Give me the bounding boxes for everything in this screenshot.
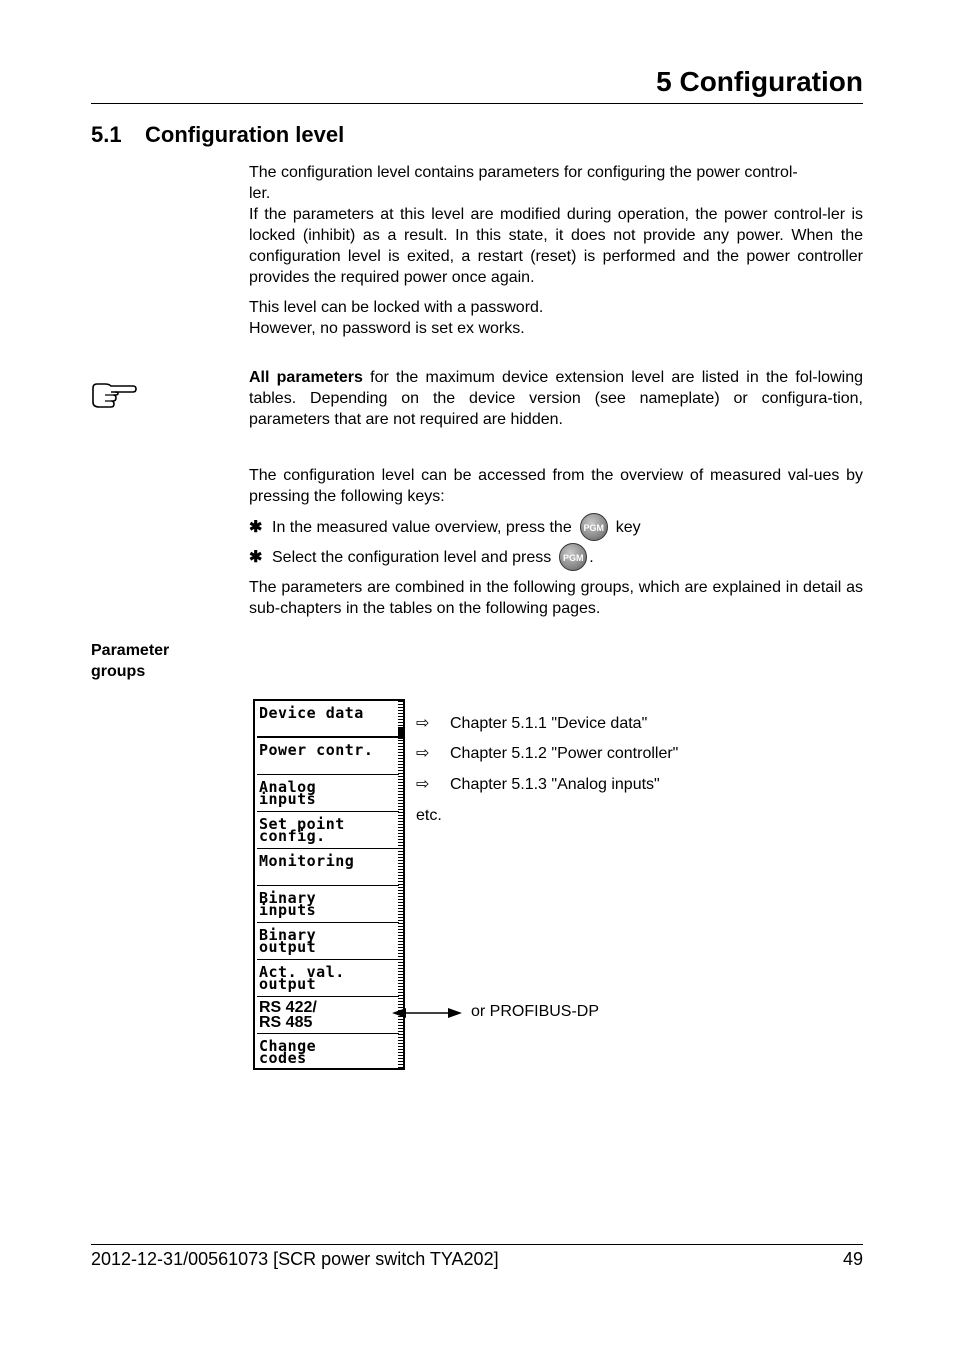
etc-text: etc.: [416, 807, 442, 824]
section-heading: [91, 122, 344, 148]
menu-item-monitoring[interactable]: Monitoring: [257, 849, 399, 886]
footer-doc-ref: 2012-12-31/00561073 [SCR power switch TYA202]: [91, 1249, 499, 1269]
step-1-text: In the measured value overview, press the: [272, 518, 572, 536]
note-bold-lead: All parameters: [249, 369, 363, 386]
page-number: 49: [842, 1249, 863, 1269]
chapter-ref-power-controller: [416, 743, 678, 764]
chapter-title: 5 Configuration: [656, 66, 863, 97]
side-label-line2: groups: [91, 663, 146, 680]
groups-paragraph: The parameters are combined in the following groups, which are explained in detail as sub-chapters in the tables on the following pages.: [249, 579, 863, 617]
bullet-star-icon: ✱: [249, 518, 263, 536]
double-arrow-icon: [392, 1006, 462, 1020]
step-1-after: key: [615, 518, 641, 536]
step-1: [249, 513, 641, 541]
menu-item-rs422-rs485[interactable]: RS 422/ RS 485: [257, 997, 399, 1034]
menu-item-act-val-output[interactable]: Act. val. output: [257, 960, 399, 997]
footer-rule: [91, 1244, 863, 1245]
menu-item-change-codes[interactable]: Change codes: [259, 1037, 317, 1067]
profibus-note: or PROFIBUS-DP: [471, 1003, 600, 1020]
menu-item-analog-inputs[interactable]: Analog inputs: [257, 775, 399, 812]
chapter-ref-analog-inputs: [416, 774, 660, 795]
intro-paragraph-2: [249, 297, 863, 339]
section-number: 5.1: [91, 122, 122, 147]
pgm-key-icon: PGM: [580, 513, 608, 541]
chapter-ref-text: Chapter 5.1.3 "Analog inputs": [450, 776, 660, 793]
intro-p1-line1: The configuration level contains parameters for configuring the power control-: [249, 164, 798, 181]
menu-item-device-data[interactable]: Device data: [257, 701, 399, 738]
note-paragraph: [249, 367, 863, 430]
chapter-ref-device-data: [416, 713, 647, 734]
intro-p1-rest: If the parameters at this level are modified during operation, the power control-ler is locked (inhibit) as a result. In this state, it does not provide any power. When the configuration level is exited, a restart (reset) is performed and the power controller provides the required power once again.: [249, 206, 863, 286]
step-2: [249, 543, 594, 571]
step-2-text: Select the configuration level and press: [272, 548, 552, 566]
parameter-group-menu: [253, 699, 405, 1070]
menu-item-power-contr[interactable]: Power contr.: [257, 738, 399, 775]
pointing-hand-icon: [91, 380, 137, 410]
step-2-after: .: [589, 548, 594, 566]
pgm-key-icon: PGM: [559, 543, 587, 571]
arrow-right-icon: ⇨: [416, 715, 430, 732]
menu-item-set-point-config[interactable]: Set point config.: [257, 812, 399, 849]
intro-p2-line1: This level can be locked with a password.: [249, 299, 544, 316]
parameter-groups-label: [91, 640, 211, 682]
chapter-ref-text: Chapter 5.1.2 "Power controller": [450, 745, 679, 762]
arrow-right-icon: ⇨: [416, 745, 430, 762]
bullet-star-icon: ✱: [249, 548, 263, 566]
intro-p1-line2: ler.: [249, 185, 271, 202]
arrow-right-icon: ⇨: [416, 776, 430, 793]
access-intro: The configuration level can be accessed from the overview of measured val-ues by pressing the following keys:: [249, 467, 863, 505]
intro-p2-line2: However, no password is set ex works.: [249, 320, 525, 337]
side-label-line1: Parameter: [91, 642, 170, 659]
chapter-ref-text: Chapter 5.1.1 "Device data": [450, 715, 648, 732]
intro-paragraph-1: [249, 162, 863, 288]
menu-item-binary-output[interactable]: Binary output: [257, 923, 399, 960]
note-text: for the maximum device extension level are listed in the fol-lowing tables. Depending on the device version (see nameplate) or configura-tion, parameters that are not required are hidden.: [249, 369, 863, 428]
header-rule: [91, 103, 863, 104]
section-title: Configuration level: [145, 122, 345, 147]
menu-item-binary-inputs[interactable]: Binary inputs: [257, 886, 399, 923]
